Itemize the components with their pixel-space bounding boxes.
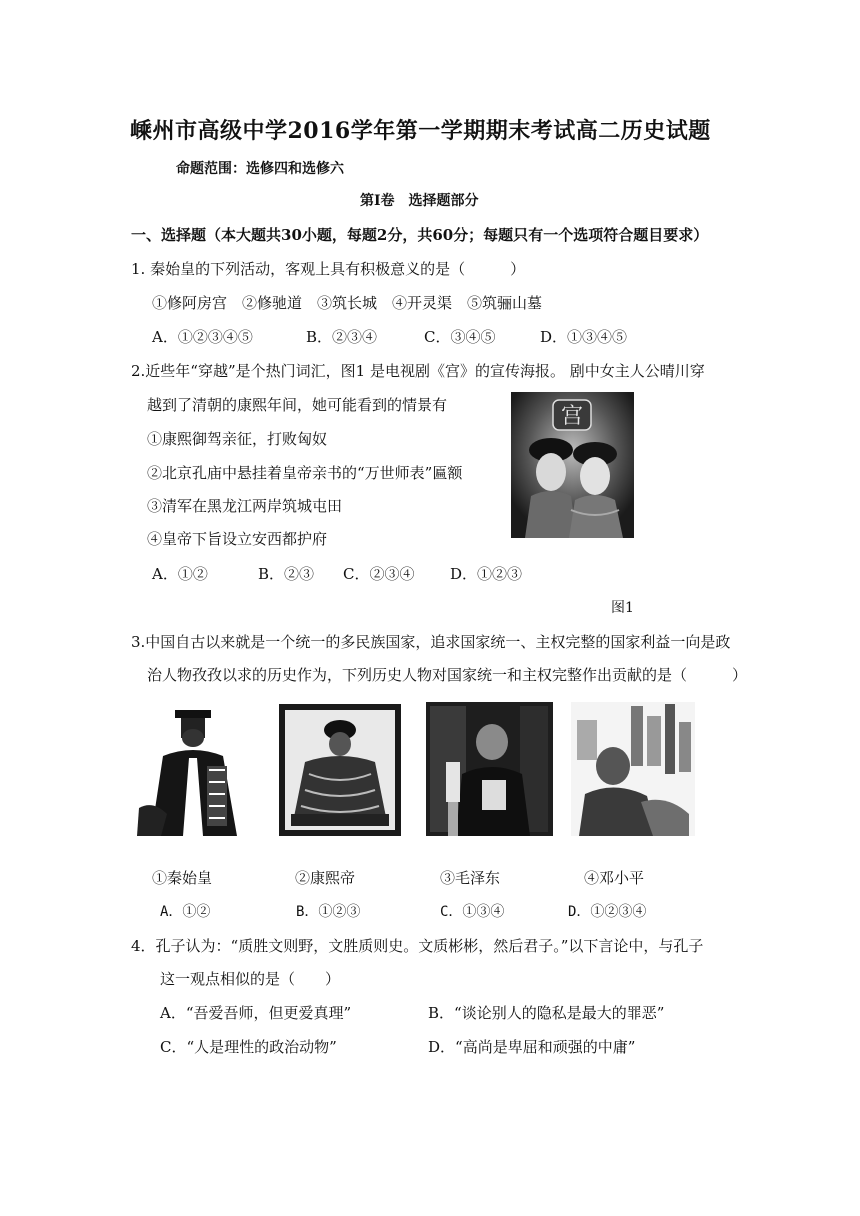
caption-kangxi: ②康熙帝 (295, 869, 356, 887)
caption-deng-xiaoping: ④邓小平 (584, 869, 645, 887)
q1-stem: 1. 秦始皇的下列活动，客观上具有积极意义的是（ ） (131, 260, 526, 278)
q1-option-b: B．②③④ (306, 328, 378, 346)
q4-option-b: B．“谈论别人的隐私是最大的罪恶” (428, 1004, 665, 1022)
section-heading: 一、选择题（本大题共30小题，每题2分，共60分；每题只有一个选项符合题目要求） (131, 226, 709, 244)
exam-scope: 命题范围：选修四和选修六 (176, 161, 344, 177)
q2-option-b: B．②③ (258, 565, 315, 583)
mao-zedong-portrait (426, 702, 553, 836)
q2-item-1: ①康熙御驾亲征，打败匈奴 (147, 430, 328, 448)
q3-stem-line2: 治人物孜孜以求的历史作为，下列历史人物对国家统一和主权完整作出贡献的是（ ） (147, 666, 748, 684)
drama-poster-image (511, 392, 634, 538)
q4-option-a: A．“吾爱吾师，但更爱真理” (160, 1004, 352, 1022)
q2-option-c: C．②③④ (343, 565, 415, 583)
q4-stem-line2: 这一观点相似的是（ ） (160, 970, 341, 988)
figure-1-label: 图1 (611, 600, 634, 616)
q2-stem-line2: 越到了清朝的康熙年间，她可能看到的情景有 (147, 396, 448, 414)
q3-option-b: B．①②③ (296, 904, 361, 920)
poster-title-char: 宫 (560, 404, 584, 429)
part-heading: 第Ⅰ卷 选择题部分 (360, 193, 479, 209)
page-title: 嵊州市高级中学2016学年第一学期期末考试高二历史试题 (130, 118, 711, 144)
q3-option-d: D．①②③④ (568, 904, 647, 920)
q2-stem-line1: 2.近些年“穿越”是个热门词汇，图1 是电视剧《宫》的宣传海报。 剧中女主人公晴川穿 (131, 362, 705, 380)
q4-option-c: C．“人是理性的政治动物” (160, 1038, 337, 1056)
qin-shihuang-portrait (133, 708, 253, 838)
q1-option-a: A．①②③④⑤ (152, 328, 253, 346)
caption-mao-zedong: ③毛泽东 (440, 869, 501, 887)
kangxi-portrait (279, 704, 401, 836)
q1-option-c: C．③④⑤ (424, 328, 496, 346)
q2-item-2: ②北京孔庙中悬挂着皇帝亲书的“万世师表”匾额 (147, 464, 463, 482)
deng-xiaoping-portrait (571, 702, 695, 836)
q3-option-c: C．①③④ (440, 904, 505, 920)
caption-qin-shihuang: ①秦始皇 (152, 869, 213, 887)
q3-option-a: A．①② (160, 904, 211, 920)
q4-option-d: D．“高尚是卑屈和顽强的中庸” (428, 1038, 636, 1056)
q3-stem-line1: 3.中国自古以来就是一个统一的多民族国家，追求国家统一、主权完整的国家利益一向是政 (131, 633, 731, 651)
q4-stem-line1: 4．孔子认为：“质胜文则野，文胜质则史。文质彬彬，然后君子。”以下言论中，与孔子 (131, 937, 704, 955)
q1-items: ①修阿房宫 ②修驰道 ③筑长城 ④开灵渠 ⑤筑骊山墓 (152, 294, 543, 312)
q1-option-d: D．①③④⑤ (540, 328, 628, 346)
q2-item-3: ③清军在黑龙江两岸筑城屯田 (147, 497, 343, 515)
q2-option-d: D．①②③ (450, 565, 523, 583)
q2-option-a: A．①② (152, 565, 208, 583)
q2-item-4: ④皇帝下旨设立安西都护府 (147, 530, 328, 548)
